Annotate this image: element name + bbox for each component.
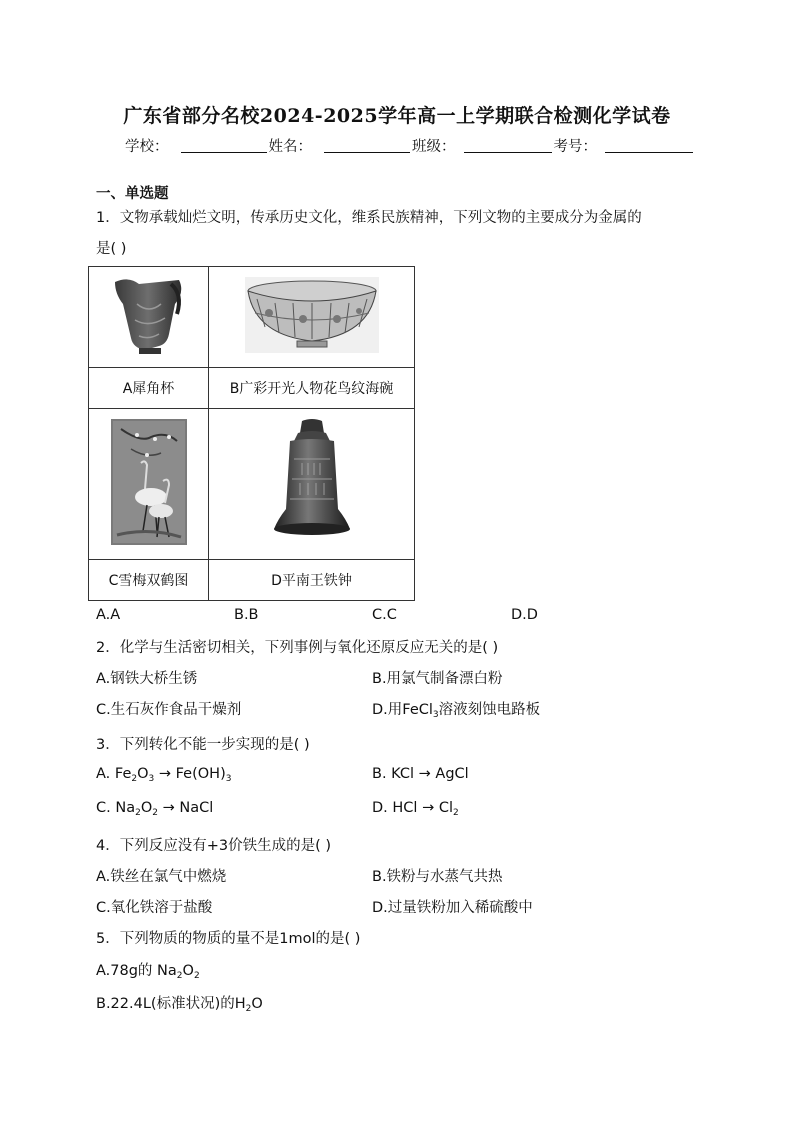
section-title: 一、单选题 [96,186,169,202]
option-b-label: B广彩开光人物花鸟纹海碗 [209,368,415,409]
q3-option-d[interactable]: D. HCl → $Cl_2$ [372,800,459,818]
porcelain-bowl-cell [209,267,415,368]
q3-option-a[interactable]: A. $Fe_2O_3 \to Fe(OH)_3$ [96,766,232,784]
exam-number-field[interactable] [605,138,693,153]
name-field[interactable] [324,138,410,153]
option-d-label: D平南王铁钟 [209,560,415,601]
q4-stem: 4．下列反应没有+3价铁生成的是( ) [96,838,332,854]
q3-stem: 3．下列转化不能一步实现的是( ) [96,737,310,753]
exam-title: 广东省部分名校2024-2025学年高一上学期联合检测化学试卷 [123,105,671,127]
q1-option-a[interactable]: A.A [96,607,121,623]
q1-option-d[interactable]: D.D [511,607,538,623]
q5-stem: 5．下列物质的物质的量不是1mol的是( ) [96,931,361,947]
q2-stem: 2．化学与生活密切相关，下列事例与氧化还原反应无关的是( ) [96,640,499,656]
option-c-label: C雪梅双鹤图 [89,560,209,601]
q5-option-a[interactable]: A.78g的 $Na_2O_2$ [96,963,200,981]
class-label: 班级： [412,139,456,155]
q2-option-a[interactable]: A.钢铁大桥生锈 [96,671,198,687]
rhino-horn-cup-image [109,274,189,356]
q2-option-c[interactable]: C.生石灰作食品干燥剂 [96,702,242,718]
q3-option-c[interactable]: C. $Na_2O_2$ → NaCl [96,800,214,818]
student-info-row [125,135,693,156]
q4-option-a[interactable]: A.铁丝在氯气中燃烧 [96,869,227,885]
q2-option-b[interactable]: B.用氯气制备漂白粉 [372,671,503,687]
name-label: 姓名： [268,139,312,155]
q4-option-b[interactable]: B.铁粉与水蒸气共热 [372,869,503,885]
q1-stem-line2: 是( ) [96,241,127,257]
rhino-horn-cup-cell [89,267,209,368]
class-field[interactable] [464,138,552,153]
porcelain-bowl-image [245,277,379,353]
school-field[interactable] [181,138,267,153]
iron-bell-image [268,419,356,545]
q5-option-b[interactable]: B.22.4L(标准状况)的$H_2O$ [96,996,263,1014]
q2-option-d[interactable]: D.用FeCl$_3$溶液刻蚀电路板 [372,702,541,720]
option-a-label: A犀角杯 [89,368,209,409]
q4-option-c[interactable]: C.氧化铁溶于盐酸 [96,900,213,916]
crane-painting-image [111,419,187,545]
school-label: 学校： [125,139,169,155]
iron-bell-cell [209,409,415,560]
exam-number-label: 考号： [553,139,597,155]
crane-painting-cell [89,409,209,560]
q3-option-b[interactable]: B. KCl → AgCl [372,766,469,782]
q1-option-b[interactable]: B.B [234,607,259,623]
q1-option-c[interactable]: C.C [372,607,397,623]
q1-stem-line1: 1．文物承载灿烂文明，传承历史文化，维系民族精神，下列文物的主要成分为金属的 [96,210,642,226]
q4-option-d[interactable]: D.过量铁粉加入稀硫酸中 [372,900,533,916]
artifact-table [88,266,415,601]
